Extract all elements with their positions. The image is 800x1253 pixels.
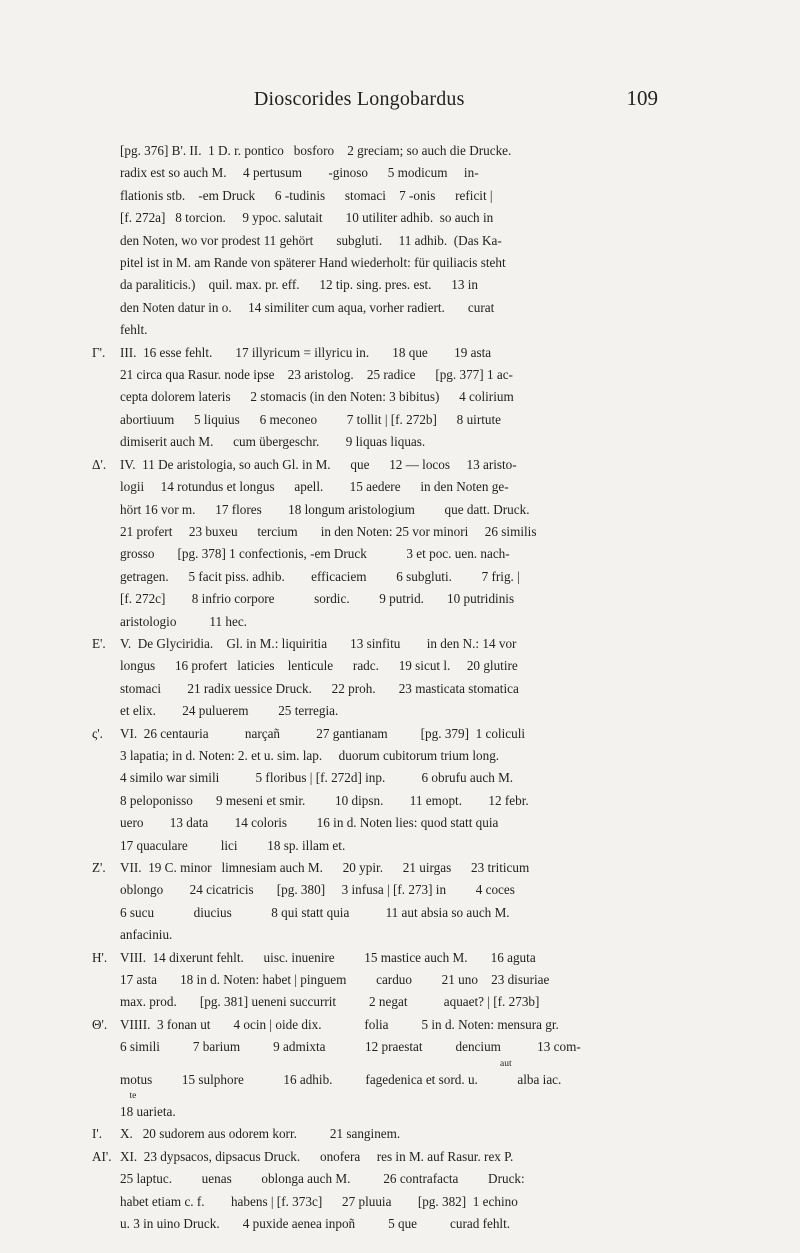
text-line: u. 3 in uino Druck. 4 puxide aenea inpoñ 5 que curad fehlt. [120, 1216, 511, 1232]
text-line: radix est so auch M. 4 pertusum -ginoso 5 modicum in- [120, 165, 479, 181]
text-line: max. prod. [pg. 381] ueneni succurrit 2 negat aquaet? | [f. 273b] [120, 994, 540, 1010]
chapter-label: AI'. [92, 1148, 112, 1164]
text-line: abortiuum 5 liquius 6 meconeo 7 tollit | [f. 272b] 8 uirtute [120, 411, 502, 427]
text-line: grosso [pg. 378] 1 confectionis, -em Druck 3 et poc. uen. nach- [120, 546, 510, 562]
text-line: 21 profert 23 buxeu tercium in den Noten: 25 vor minori 26 similis [120, 523, 537, 539]
text-line: 4 similo war simili 5 floribus | [f. 272d] inp. 6 obrufu auch M. [120, 770, 514, 786]
text-line: pitel ist in M. am Rande von späterer Hand wiederholt: für quiliacis steht [120, 255, 506, 271]
text-line: VI. 26 centauria narçañ 27 gantianam [pg. 379] 1 coliculi [120, 725, 526, 741]
chapter-label: E'. [92, 635, 106, 651]
text-line: oblongo 24 cicatricis [pg. 380] 3 infusa | [f. 273] in 4 coces [120, 882, 515, 898]
text-line: anfaciniu. [120, 927, 173, 943]
chapter-label: I'. [92, 1126, 103, 1142]
running-header [92, 86, 658, 111]
text-line: 3 lapatia; in d. Noten: 2. et u. sim. lap. duorum cubitorum trium long. [120, 747, 500, 763]
text-line: habet etiam c. f. habens | [f. 373c] 27 pluuia [pg. 382] 1 echino [120, 1193, 518, 1209]
text-line: dimiserit auch M. cum übergeschr. 9 liquas liquas. [120, 434, 426, 450]
text-line: flationis stb. -em Druck 6 -tudinis stomaci 7 -onis reficit | [120, 187, 493, 203]
apparatus-entry [92, 947, 658, 1014]
text-line: hört 16 vor m. 17 flores 18 longum aristologium que datt. Druck. [120, 501, 530, 517]
chapter-label: Δ'. [92, 456, 107, 472]
text-line: et elix. 24 puluerem 25 terregia. [120, 703, 339, 719]
text-line: 18 uarieta. [120, 1104, 176, 1120]
text-line: III. 16 esse fehlt. 17 illyricum = illyricu in. 18 que 19 asta [120, 344, 492, 360]
apparatus-entry [92, 140, 658, 342]
text-line: 21 circa qua Rasur. node ipse 23 aristolog. 25 radice [pg. 377] 1 ac- [120, 367, 513, 383]
text-line: 25 laptuc. uenas oblonga auch M. 26 contrafacta Druck: [120, 1171, 525, 1187]
text-line: getragen. 5 facit piss. adhib. efficaciem 6 subgluti. 7 frig. | [120, 568, 520, 584]
text-line: aut [120, 1058, 512, 1069]
text-line: den Noten datur in o. 14 similiter cum aqua, vorher radiert. curat [120, 299, 495, 315]
text-line: te [120, 1091, 137, 1102]
text-line: X. 20 sudorem aus odorem korr. 21 sanginem. [120, 1126, 401, 1142]
chapter-label: Θ'. [92, 1016, 108, 1032]
text-line: logii 14 rotundus et longus apell. 15 aedere in den Noten ge- [120, 479, 509, 495]
text-line: V. De Glyciridia. Gl. in M.: liquiritia 13 sinfitu in den N.: 14 vor [120, 635, 517, 651]
chapter-label: Z'. [92, 860, 106, 875]
text-line: aristologio 11 hec. [120, 613, 247, 629]
apparatus-entry [92, 1123, 658, 1145]
text-line: fehlt. [120, 322, 148, 338]
text-line: [f. 272c] 8 infrio corpore sordic. 9 putrid. 10 putridinis [120, 591, 515, 607]
apparatus-entry [92, 1014, 658, 1124]
text-line: cepta dolorem lateris 2 stomacis (in den Noten: 3 bibitus) 4 colirium [120, 389, 514, 405]
text-line: [f. 272a] 8 torcion. 9 ypoc. salutait 10 utiliter adhib. so auch in [120, 210, 494, 226]
text-line: VIIII. 3 fonan ut 4 ocin | oide dix. folia 5 in d. Noten: mensura gr. [120, 1016, 559, 1032]
apparatus-entry [92, 723, 658, 857]
apparatus-entry [92, 454, 658, 633]
text-line: 6 sucu diucius 8 qui statt quia 11 aut absia so auch M. [120, 904, 510, 920]
text-line: VIII. 14 dixerunt fehlt. uisc. inuenire 15 mastice auch M. 16 aguta [120, 949, 536, 965]
text-line: 17 asta 18 in d. Noten: habet | pinguem carduo 21 uno 23 disuriae [120, 972, 550, 988]
text-line: motus 15 sulphore 16 adhib. fagedenica et sord. u. alba iac. [120, 1071, 562, 1087]
text-line: stomaci 21 radix uessice Druck. 22 proh. 23 masticata stomatica [120, 680, 519, 696]
chapter-label: H'. [92, 949, 108, 965]
apparatus-entry [92, 1146, 658, 1236]
chapter-label: Γ'. [92, 344, 106, 360]
running-title: Dioscorides Longobardus [253, 88, 465, 110]
text-line: den Noten, wo vor prodest 11 gehört subgluti. 11 adhib. (Das Ka- [120, 232, 502, 248]
text-line: longus 16 profert laticies lenticule radc. 19 sicut l. 20 glutire [120, 658, 518, 674]
text-line: IV. 11 De aristologia, so auch Gl. in M. que 12 — locos 13 aristo- [120, 456, 517, 472]
apparatus-entry [92, 857, 658, 947]
text-line: 8 peloponisso 9 meseni et smir. 10 dipsn. 11 emopt. 12 febr. [120, 792, 529, 808]
text-line: 6 simili 7 barium 9 admixta 12 praestat dencium 13 com- [120, 1039, 581, 1055]
text-line: VII. 19 C. minor limnesiam auch M. 20 ypir. 21 uirgas 23 triticum [120, 860, 530, 875]
text-line: [pg. 376] B'. II. 1 D. r. pontico bosforo 2 greciam; so auch die Drucke. [120, 143, 512, 158]
chapter-label: ς'. [92, 725, 103, 741]
text-line: uero 13 data 14 coloris 16 in d. Noten lies: quod statt quia [120, 815, 499, 831]
text-line: XI. 23 dypsacos, dipsacus Druck. onofera res in M. auf Rasur. rex P. [120, 1148, 514, 1164]
apparatus-entry [92, 342, 658, 454]
apparatus-body [92, 140, 658, 1236]
page-number: 109 [626, 86, 658, 110]
text-line: 17 quaculare lici 18 sp. illam et. [120, 837, 346, 853]
text-line: da paraliticis.) quil. max. pr. eff. 12 tip. sing. pres. est. 13 in [120, 277, 478, 293]
apparatus-entry [92, 633, 658, 723]
